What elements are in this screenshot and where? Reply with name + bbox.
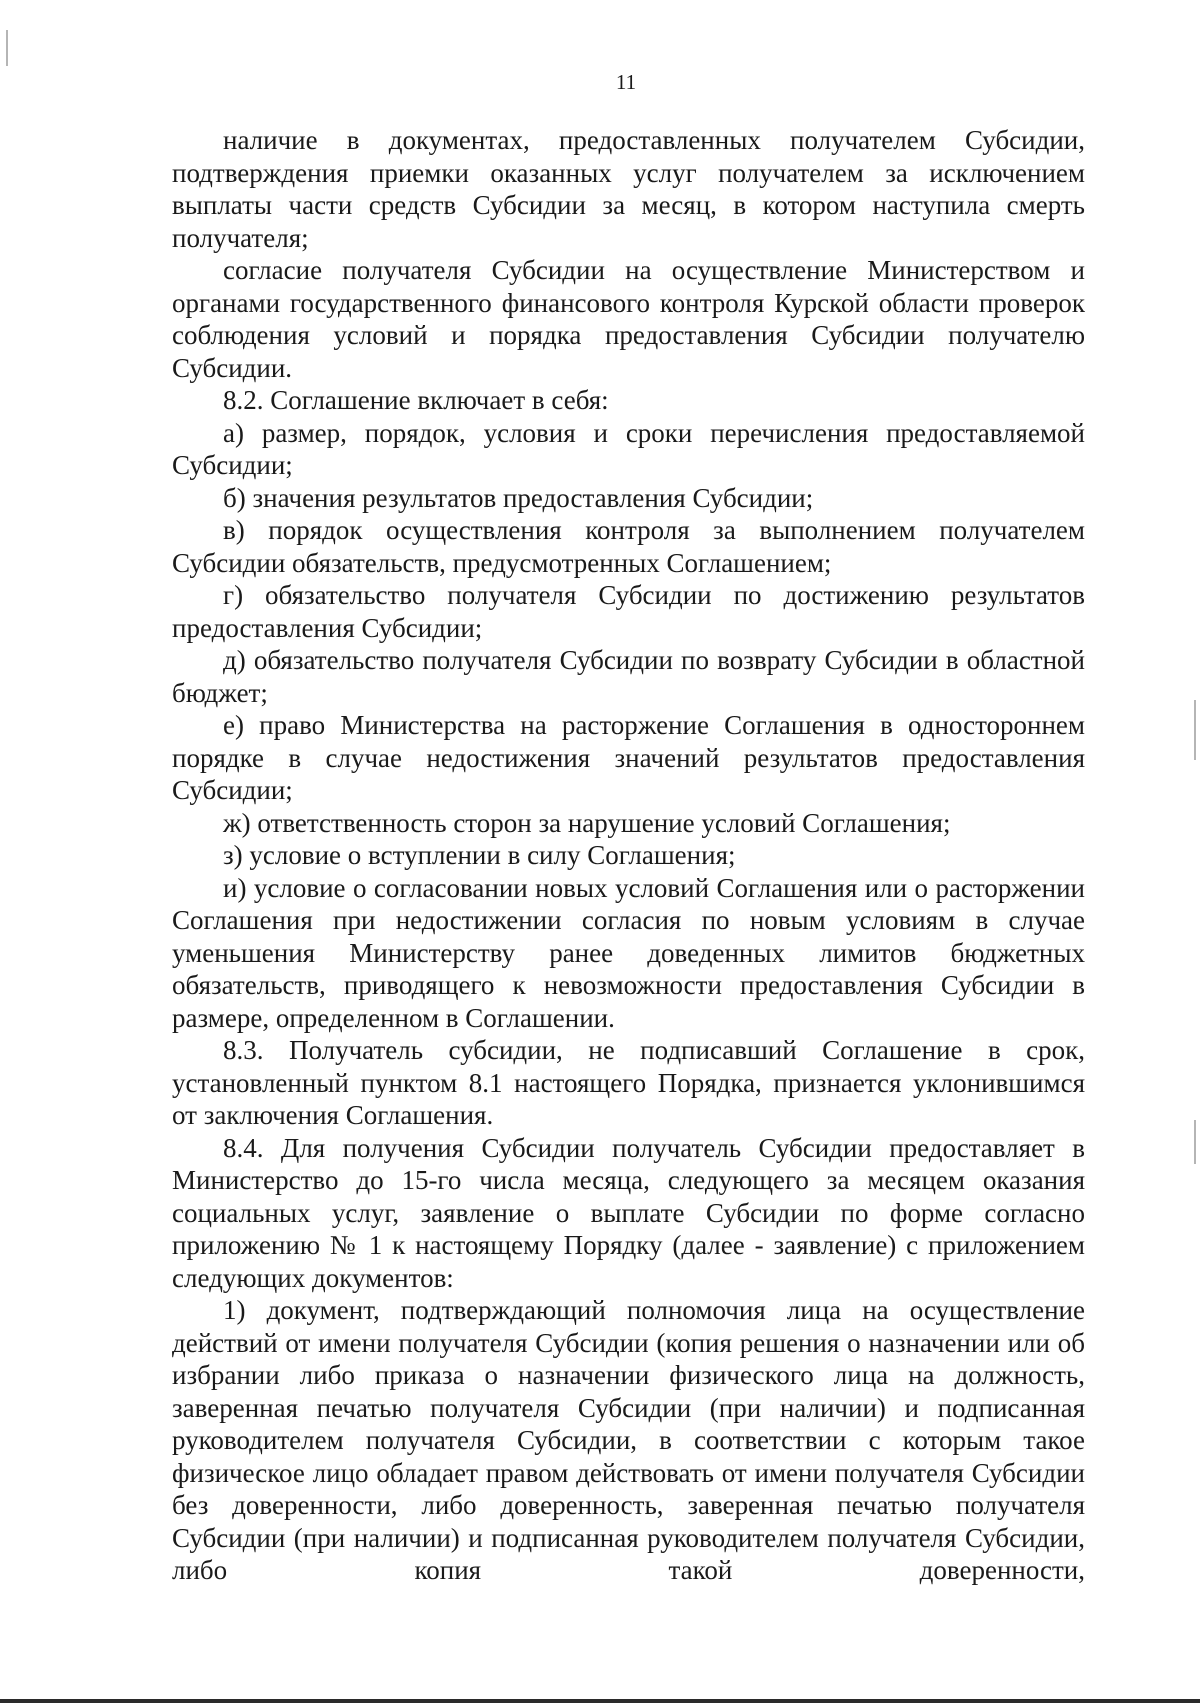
- paragraph-8-2-heading: 8.2. Соглашение включает в себя:: [223, 385, 609, 415]
- list-item-v: в) порядок осуществления контроля за выполнением получателем Субсидии обязательств, предусмотренных Соглашением;: [172, 515, 1085, 578]
- page-number: 11: [615, 70, 637, 94]
- scan-edge-mark: [1194, 1120, 1196, 1164]
- list-item-b: б) значения результатов предоставления Субсидии;: [223, 482, 814, 513]
- list-item-a: а) размер, порядок, условия и сроки перечисления предоставляемой Субсидии;: [172, 417, 1085, 480]
- list-item-z: з) условие о вступлении в силу Соглашения;: [223, 840, 736, 870]
- scan-edge-mark: [6, 30, 8, 66]
- list-item-1-authority-document: 1) документ, подтверждающий полномочия лица на осуществление действий от имени получателя Субсидии (копия решения о назначении или об избрании либо приказа о назначении физического лица на должность, заверенная печатью получателя Субсидии (при наличии) и подписанная руководителем получателя Субсидии, в соответствии с которым такое физическое лицо обладает правом действовать от имени получателя Субсидии без доверенности, либо доверенность, заверенная печатью получателя Субсидии (при наличии) и подписанная руководителем получателя Субсидии, либо копия такой доверенности,: [172, 1295, 1085, 1585]
- paragraph-8-4: 8.4. Для получения Субсидии получатель Субсидии предоставляет в Министерство до 15-го числа месяца, следующего за месяцем оказания социальных услуг, заявление о выплате Субсидии по форме согласно приложению № 1 к настоящему Порядку (далее - заявление) с приложением следующих документов:: [172, 1132, 1085, 1293]
- list-item-d: д) обязательство получателя Субсидии по возврату Субсидии в областной бюджет;: [172, 645, 1085, 708]
- paragraph-8-3: 8.3. Получатель субсидии, не подписавший Соглашение в срок, установленный пунктом 8.1 настоящего Порядка, признается уклонившимся от заключения Соглашения.: [172, 1035, 1085, 1130]
- paragraph-consent-to-inspections: согласие получателя Субсидии на осуществление Министерством и органами государственного финансового контроля Курской области проверок соблюдения условий и порядка предоставления Субсидии получателю Субсидии.: [172, 255, 1085, 383]
- list-item-g: г) обязательство получателя Субсидии по достижению результатов предоставления Субсидии;: [172, 580, 1085, 643]
- scan-edge-mark: [1194, 700, 1196, 760]
- paragraph-receipt-confirmation: наличие в документах, предоставленных получателем Субсидии, подтверждения приемки оказанных услуг получателем за исключением выплаты части средств Субсидии за месяц, в котором наступила смерть получателя;: [172, 125, 1085, 253]
- list-item-i: и) условие о согласовании новых условий Соглашения или о расторжении Соглашения при недостижении согласия по новым условиям в случае уменьшения Министерству ранее доведенных лимитов бюджетных обязательств, приводящего к невозможности предоставления Субсидии в размере, определенном в Соглашении.: [172, 872, 1085, 1033]
- list-item-zh: ж) ответственность сторон за нарушение условий Соглашения;: [223, 807, 951, 838]
- scan-bottom-edge: [0, 1699, 1200, 1703]
- document-body: [172, 124, 1085, 1587]
- list-item-e: е) право Министерства на расторжение Соглашения в одностороннем порядке в случае недостижения значений результатов предоставления Субсидии;: [172, 710, 1085, 805]
